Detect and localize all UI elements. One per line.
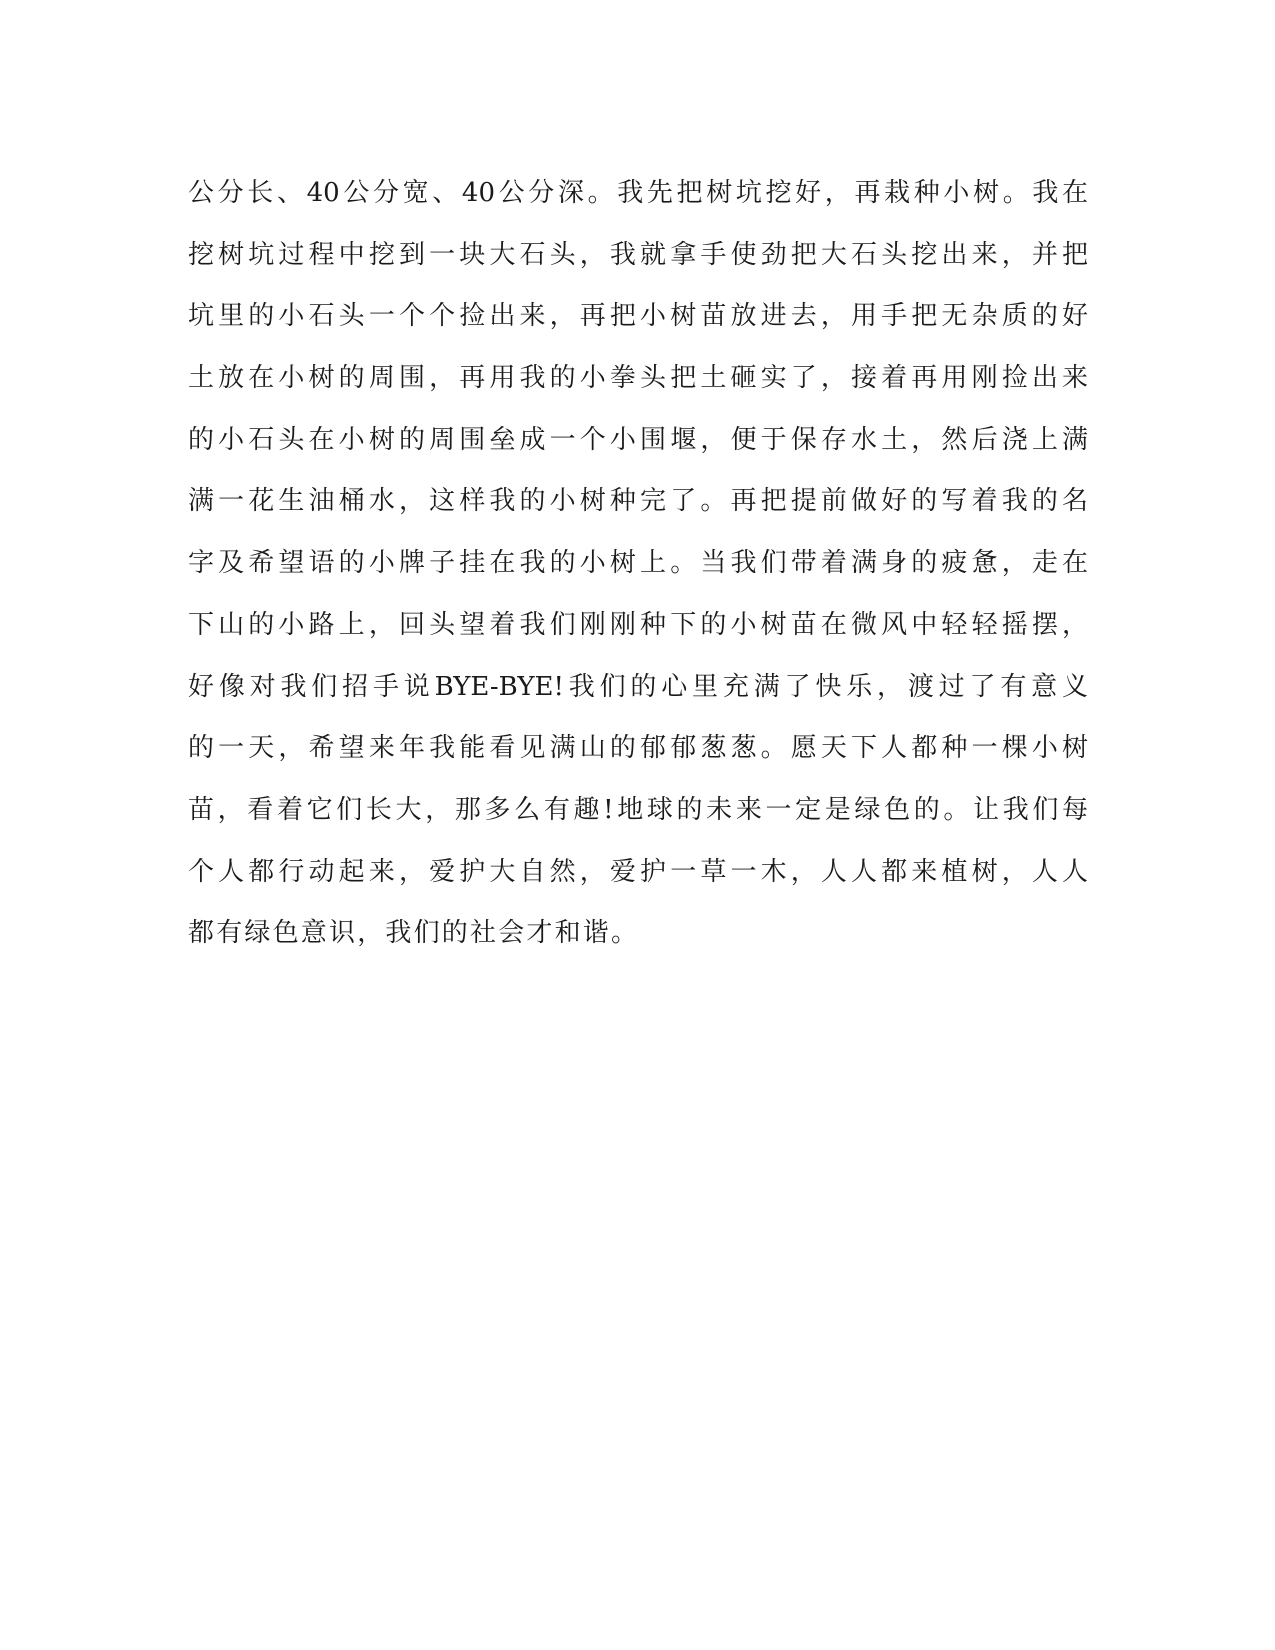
text-line: 土放在小树的周围，再用我的小拳头把土砸实了，接着再用刚捡出来 bbox=[188, 363, 1088, 394]
text-line: 的小石头在小树的周围垒成一个小围堰，便于保存水土，然后浇上满 bbox=[188, 424, 1088, 455]
text-line: 苗，看着它们长大，那多么有趣!地球的未来一定是绿色的。让我们每 bbox=[188, 794, 1088, 825]
text-line-last: 都有绿色意识，我们的社会才和谐。 bbox=[188, 918, 640, 949]
essay-body bbox=[188, 163, 1088, 965]
text-line: 满一花生油桶水，这样我的小树种完了。再把提前做好的写着我的名 bbox=[188, 486, 1088, 517]
text-line: 下山的小路上，回头望着我们刚刚种下的小树苗在微风中轻轻摇摆， bbox=[188, 609, 1088, 640]
text-line: 坑里的小石头一个个捡出来，再把小树苗放进去，用手把无杂质的好 bbox=[188, 301, 1088, 332]
text-line: 的一天，希望来年我能看见满山的郁郁葱葱。愿天下人都种一棵小树 bbox=[188, 733, 1088, 764]
text-line: 字及希望语的小牌子挂在我的小树上。当我们带着满身的疲惫，走在 bbox=[188, 548, 1088, 579]
text-line: 公分长、40公分宽、40公分深。我先把树坑挖好，再栽种小树。我在 bbox=[188, 178, 1088, 208]
text-line: 好像对我们招手说BYE-BYE!我们的心里充满了快乐，渡过了有意义 bbox=[188, 671, 1088, 702]
text-line: 挖树坑过程中挖到一块大石头，我就拿手使劲把大石头挖出来，并把 bbox=[188, 239, 1088, 270]
text-line: 个人都行动起来，爱护大自然，爱护一草一木，人人都来植树，人人 bbox=[188, 856, 1088, 887]
